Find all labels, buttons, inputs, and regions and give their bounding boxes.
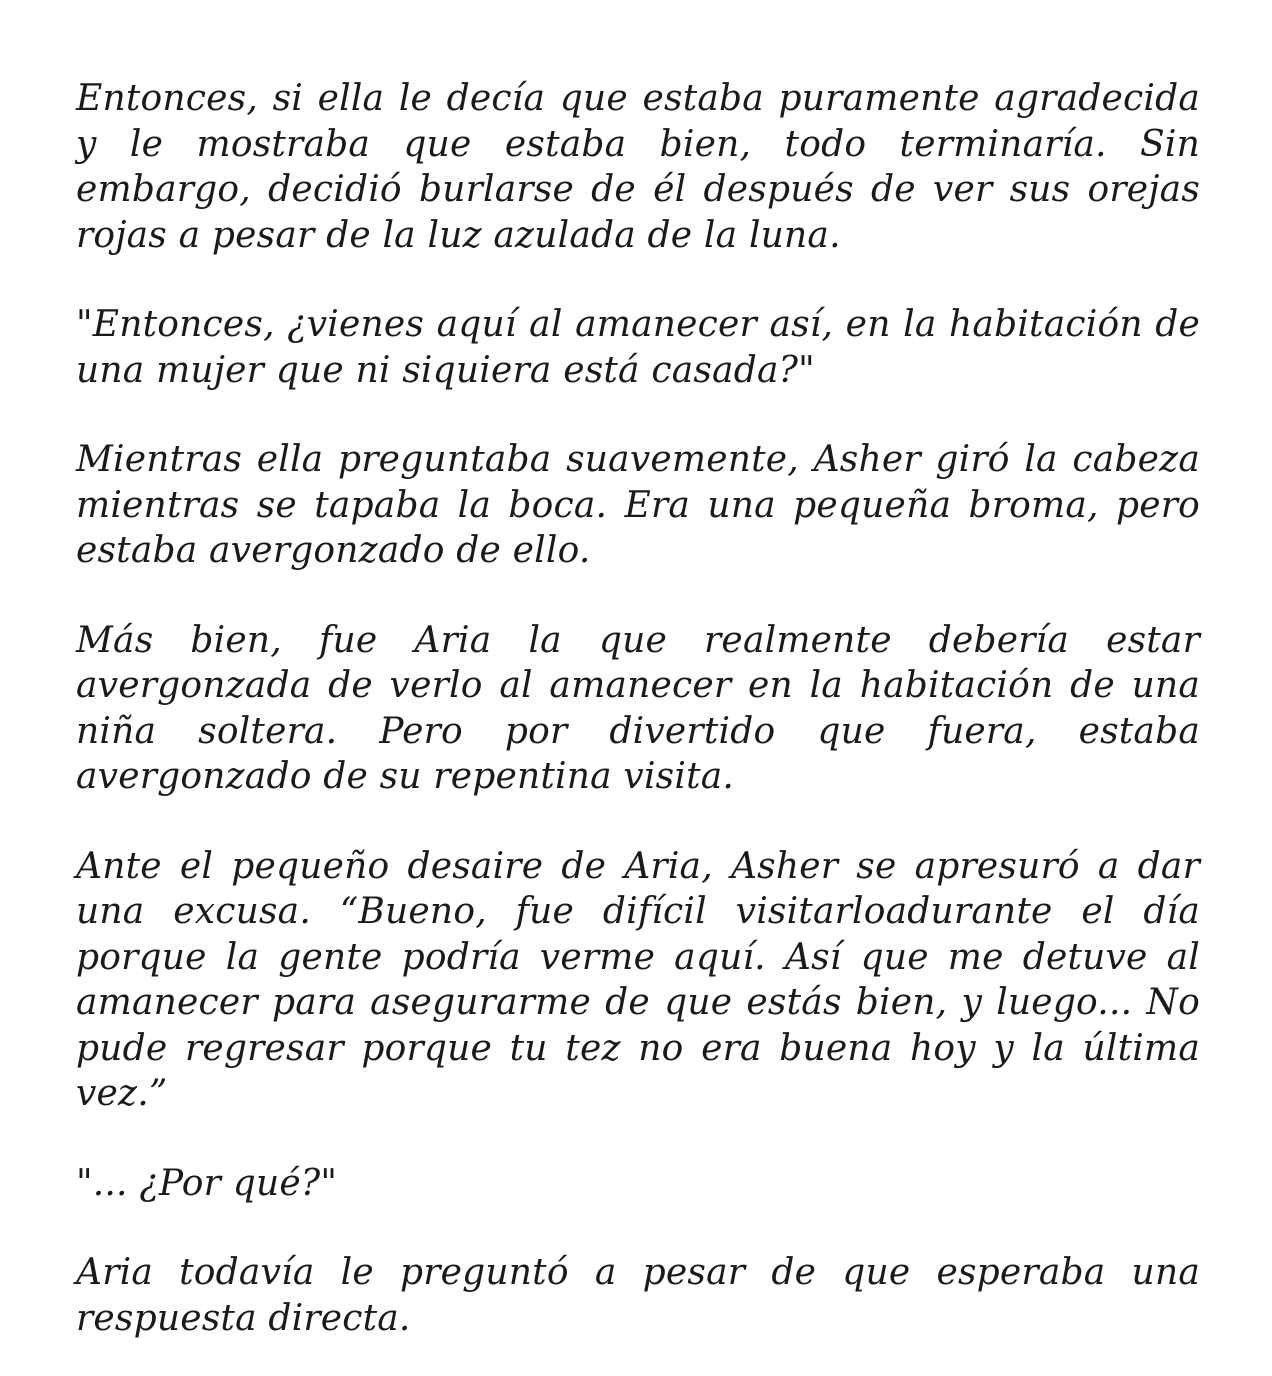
paragraph-6-dialogue: "... ¿Por qué?" xyxy=(76,1162,338,1204)
paragraph-1: Entonces, si ella le decía que estaba puramente agradecida y le mostraba que estaba bien, todo terminaría. Sin embargo, decidió burlarse de él después de ver sus orejas rojas a pesar de la luz azulada de la luna. xyxy=(76,78,1200,256)
paragraph-5: Ante el pequeño desaire de Aria, Asher se apresuró a dar una excusa. “Bueno, fue difícil visitarloadurante el día porque la gente podría verme aquí. Así que me detuve al amanecer para asegurarme de que estás bien, y luego... No pude regresar porque tu tez no era buena hoy y la última vez.” xyxy=(76,845,1200,1114)
paragraph-4: Más bien, fue Aria la que realmente debería estar avergonzada de verlo al amanecer en la habitación de una niña soltera. Pero por divertido que fuera, estaba avergonzado de su repentina visita. xyxy=(76,619,1200,797)
paragraph-7: Aria todavía le preguntó a pesar de que esperaba una respuesta directa. xyxy=(76,1252,1200,1339)
paragraph-2-dialogue: "Entonces, ¿vienes aquí al amanecer así, en la habitación de una mujer que ni siquiera está casada?" xyxy=(76,304,1200,391)
document-page xyxy=(76,76,1200,1341)
paragraph-3: Mientras ella preguntaba suavemente, Asher giró la cabeza mientras se tapaba la boca. Era una pequeña broma, pero estaba avergonzado de ello. xyxy=(76,439,1200,571)
